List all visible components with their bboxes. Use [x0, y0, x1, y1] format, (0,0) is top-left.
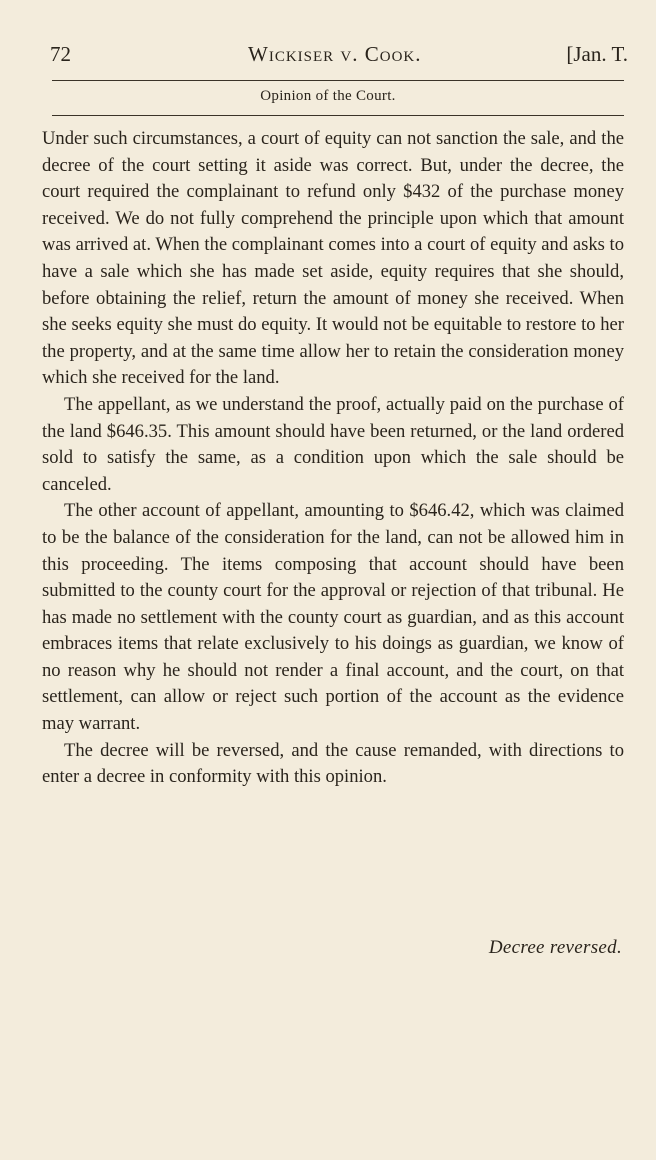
closing-disposition: Decree reversed.	[488, 937, 622, 958]
paragraph: The appellant, as we understand the proof, actually paid on the purchase of the land $646.35. This amount should have been returned, or the land ordered sold to satisfy the same, as a condition upon which the sale should be canceled.	[42, 393, 624, 495]
page-number: 72	[50, 42, 71, 66]
opinion-body	[42, 126, 624, 791]
running-head	[50, 42, 628, 76]
paragraph: The other account of appellant, amounting to $646.42, which was claimed to be the balance of the consideration for the land, can not be allowed him in this proceeding. The items composing that account should have been submitted to the county court for the approval or rejection of that tribunal. He has made no settlement with the county court as guardian, and as this account embraces items that relate exclusively to his doings as guardian, we know of no reason why he should not render a final account, and the court, on that settlement, can allow or reject such portion of the account as the evidence may warrant.	[42, 500, 624, 735]
case-title: Wickiser v. Cook.	[248, 42, 422, 66]
section-subheading: Opinion of the Court.	[260, 88, 396, 104]
paragraph: Under such circumstances, a court of equity can not sanction the sale, and the decree of the court setting it aside was correct. But, under the decree, the court required the complainant to refund only $432 of the purchase money received. We do not fully comprehend the principle upon which that amount was arrived at. When the complainant comes into a court of equity and asks to have a sale which she has made set aside, equity requires that she should, before obtaining the relief, return the amount of money she received. When she seeks equity she must do equity. It would not be equitable to restore to her the property, and at the same time allow her to retain the consideration money which she received for the land.	[42, 128, 624, 389]
paragraph: The decree will be reversed, and the cause remanded, with directions to enter a decree in conformity with this opinion.	[42, 739, 624, 788]
top-rule	[52, 80, 624, 81]
term-label: [Jan. T.	[566, 42, 628, 66]
bottom-rule	[52, 115, 624, 116]
